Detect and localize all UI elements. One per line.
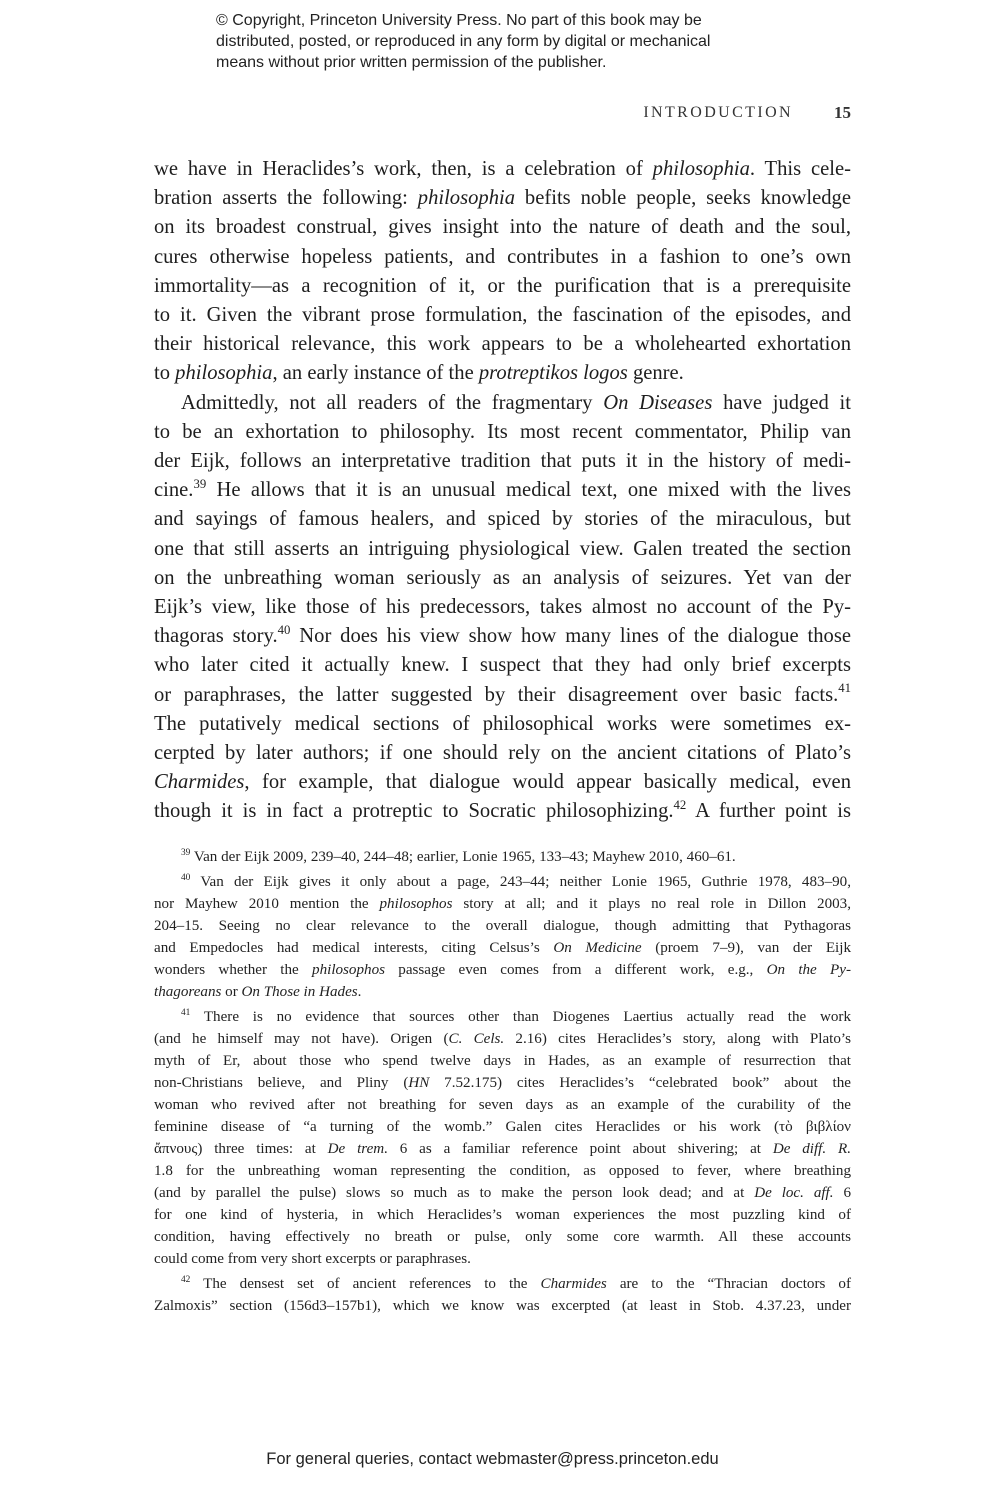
text-run: The densest set of ancient references to the: [190, 1276, 541, 1292]
text-line: [154, 1295, 851, 1317]
footnote-marker: 41: [838, 681, 851, 696]
text-run: 204–15. Seeing no clear relevance to the overall dialogue, though admitting that Pythagoras: [154, 918, 851, 934]
text-run: passage even comes from a different work, e.g.,: [385, 962, 767, 978]
text-line: [154, 447, 851, 476]
text-line: [154, 981, 851, 1003]
text-line: [154, 418, 851, 447]
text-line: [154, 846, 851, 868]
text-run: on the unbreathing woman seriously as an analysis of seizures. Yet van der: [154, 566, 851, 589]
text-line: [154, 797, 851, 826]
text-line: [154, 535, 851, 564]
text-run: He allows that it is an unusual medical text, one mixed with the lives: [206, 479, 851, 502]
text-line: [154, 1050, 851, 1072]
text-run: cine.: [154, 479, 194, 502]
text-run: for one kind of hysteria, in which Heraclides’s woman experiences the most puzzling kind of: [154, 1207, 851, 1223]
text-run: 6 as a familiar reference point about shivering; at: [387, 1141, 773, 1157]
text-run: and Empedocles had medical interests, citing Celsus’s: [154, 940, 554, 956]
text-line: [154, 1226, 851, 1248]
text-line: [154, 1006, 851, 1028]
text-line: [154, 301, 851, 330]
footnote-marker: 40: [277, 622, 291, 637]
text-run: ἄπνους) three times: at: [154, 1141, 328, 1157]
copyright-line: means without prior written permission of the publisher.: [216, 54, 607, 71]
italic-text: philosophia: [175, 362, 273, 385]
copyright-notice: [216, 10, 816, 73]
text-run: or: [221, 984, 242, 1000]
text-line: [154, 937, 851, 959]
text-run: could come from very short excerpts or paraphrases.: [154, 1251, 471, 1267]
copyright-line: distributed, posted, or reproduced in any form by digital or mechanical: [216, 33, 711, 50]
text-run: are to the “Thracian doctors of: [606, 1276, 851, 1292]
page-number: 15: [834, 103, 851, 122]
footnote-marker: 41: [181, 1007, 191, 1018]
text-line: [154, 330, 851, 359]
text-run: story at all; and it plays no real role in Dillon 2003,: [452, 896, 851, 912]
text-run: der Eijk, follows an interpretative tradition that puts it in the history of medi-: [154, 450, 851, 473]
text-run: (and by parallel the pulse) slows so much as to make the person look dead; and at: [154, 1185, 755, 1201]
text-line: [154, 1138, 851, 1160]
text-line: [154, 959, 851, 981]
text-line: [154, 1204, 851, 1226]
text-run: immortality—as a recognition of it, or the purification that is a prerequisite: [154, 274, 851, 297]
text-run: Nor does his view show how many lines of the dialogue those: [290, 625, 851, 648]
text-run: and sayings of famous healers, and spiced by stories of the miraculous, but: [154, 508, 851, 531]
text-run: . This cele-: [749, 158, 851, 180]
italic-text: protreptikos logos: [478, 362, 628, 385]
footnote: [154, 1273, 851, 1317]
text-run: cerpted by later authors; if one should rely on the ancient citations of Plato’s: [154, 742, 851, 765]
text-line: [154, 155, 851, 184]
text-run: woman who revived after not breathing for seven days as an example of the curability of the: [154, 1097, 851, 1113]
footer-contact: For general queries, contact webmaster@press.princeton.edu: [266, 1450, 719, 1468]
text-run: have judged it: [712, 391, 851, 414]
italic-text: philosophos: [379, 896, 453, 912]
text-line: [154, 893, 851, 915]
italic-text: C. Cels.: [448, 1031, 505, 1047]
text-line: [154, 651, 851, 680]
italic-text: philosophos: [312, 962, 385, 978]
text-run: 6: [833, 1185, 851, 1201]
italic-text: philosophia: [652, 158, 750, 180]
text-line: [154, 1160, 851, 1182]
footnotes: [154, 846, 851, 1317]
text-line: [154, 272, 851, 301]
text-line: [154, 1072, 851, 1094]
text-line: [154, 213, 851, 242]
text-run: The putatively medical sections of philosophical works were sometimes ex-: [154, 712, 851, 735]
italic-text: thagoreans: [154, 984, 222, 1000]
text-line: [154, 593, 851, 622]
italic-text: HN: [408, 1075, 430, 1091]
italic-text: On Medicine: [553, 940, 642, 956]
italic-text: On Those in Hades: [241, 984, 358, 1000]
footnote: [154, 1006, 851, 1270]
text-line: [154, 389, 851, 418]
italic-text: De trem.: [327, 1141, 388, 1157]
text-run: Eijk’s view, like those of his predecessors, takes almost no account of the Py-: [154, 596, 851, 619]
text-run: one that still asserts an intriguing physiological view. Galen treated the section: [154, 537, 851, 560]
text-line: [154, 739, 851, 768]
text-run: A further point is: [686, 800, 851, 823]
text-run: to: [154, 362, 176, 385]
text-line: [154, 915, 851, 937]
text-run: , an early instance of the: [272, 362, 479, 385]
text-run: or paraphrases, the latter suggested by their disagreement over basic facts.: [154, 683, 839, 706]
text-run: myth of Er, about those who spend twelve days in Hades, as an example of resurrection that: [154, 1053, 851, 1069]
text-line: [154, 505, 851, 534]
text-line: [154, 768, 851, 797]
text-run: 2.16) cites Heraclides’s story, along with Plato’s: [504, 1031, 851, 1047]
italic-text: On the Py-: [766, 962, 851, 978]
footnote-marker: 39: [181, 847, 191, 858]
text-run: who later cited it actually knew. I suspect that they had only brief excerpts: [154, 654, 851, 677]
text-line: [154, 359, 851, 388]
footnote: [154, 871, 851, 1003]
text-line: [154, 184, 851, 213]
text-run: thagoras story.: [154, 625, 278, 648]
text-run: Admittedly, not all readers of the fragmentary: [181, 391, 604, 414]
main-body-text: [154, 155, 851, 827]
footnote-marker: 39: [193, 476, 207, 491]
text-run: feminine disease of “a turning of the womb.” Galen cites Heraclides or his work (τὸ βιβλίον: [154, 1119, 851, 1135]
footnote: [154, 846, 851, 868]
text-run: There is no evidence that sources other than Diogenes Laertius actually read the work: [190, 1009, 851, 1025]
text-run: their historical relevance, this work appears to be a wholehearted exhortation: [154, 333, 851, 356]
text-run: Zalmoxis” section (156d3–157b1), which we know was excerpted (at least in Stob. 4.37.23, under: [154, 1298, 851, 1314]
text-run: (proem 7–9), van der Eijk: [641, 940, 851, 956]
text-run: Van der Eijk gives it only about a page, 243–44; neither Lonie 1965, Guthrie 1978, 483–90,: [190, 874, 851, 890]
text-line: [154, 1028, 851, 1050]
text-run: .: [357, 984, 362, 1000]
text-run: Van der Eijk 2009, 239–40, 244–48; earlier, Lonie 1965, 133–43; Mayhew 2010, 460–61.: [190, 849, 736, 865]
text-line: [154, 476, 851, 505]
text-run: wonders whether the: [154, 962, 313, 978]
text-line: [154, 710, 851, 739]
copyright-line: © Copyright, Princeton University Press. No part of this book may be: [216, 12, 702, 29]
text-line: [154, 243, 851, 272]
footnote-marker: 40: [181, 872, 191, 883]
text-line: [154, 1094, 851, 1116]
text-run: condition, having effectively no breath or pulse, only some core warmth. All these accounts: [154, 1229, 851, 1245]
text-line: [154, 1273, 851, 1295]
text-run: though it is in fact a protreptic to Socratic philosophizing.: [154, 800, 674, 823]
text-run: , for example, that dialogue would appear basically medical, even: [244, 771, 851, 794]
running-head-title: INTRODUCTION: [643, 104, 793, 121]
text-run: 1.8 for the unbreathing woman representing the condition, as opposed to fever, where breathing: [154, 1163, 851, 1179]
text-run: nor Mayhew 2010 mention the: [154, 896, 380, 912]
text-run: non-Christians believe, and Pliny (: [154, 1075, 409, 1091]
italic-text: On Diseases: [603, 391, 713, 414]
text-line: [154, 622, 851, 651]
text-line: [154, 1116, 851, 1138]
italic-text: philosophia: [417, 187, 516, 210]
text-run: (and he himself may not have). Origen (: [154, 1031, 449, 1047]
text-run: we have in Heraclides’s work, then, is a celebration of: [154, 158, 653, 180]
text-line: [154, 564, 851, 593]
italic-text: Charmides: [154, 771, 245, 794]
paragraph: [154, 389, 851, 827]
italic-text: Charmides: [540, 1276, 607, 1292]
italic-text: De loc. aff.: [754, 1185, 834, 1201]
text-run: to it. Given the vibrant prose formulation, the fascination of the episodes, and: [154, 304, 851, 327]
text-line: [154, 681, 851, 710]
running-head: [560, 104, 851, 126]
text-line: [154, 871, 851, 893]
text-run: 7.52.175) cites Heraclides’s “celebrated book” about the: [429, 1075, 851, 1091]
text-line: [154, 1182, 851, 1204]
text-run: cures otherwise hopeless patients, and contributes in a fashion to one’s own: [154, 245, 851, 268]
footnote-marker: 42: [673, 797, 687, 812]
text-run: to be an exhortation to philosophy. Its most recent commentator, Philip van: [154, 420, 851, 443]
paragraph: [154, 155, 851, 389]
footnote-marker: 42: [181, 1274, 191, 1285]
text-run: befits noble people, seeks knowledge: [515, 187, 851, 210]
text-run: on its broadest construal, gives insight into the nature of death and the soul,: [154, 216, 851, 239]
text-run: bration asserts the following:: [154, 187, 418, 210]
italic-text: De diff. R.: [772, 1141, 851, 1157]
text-line: [154, 1248, 851, 1270]
text-run: genre.: [627, 362, 684, 385]
